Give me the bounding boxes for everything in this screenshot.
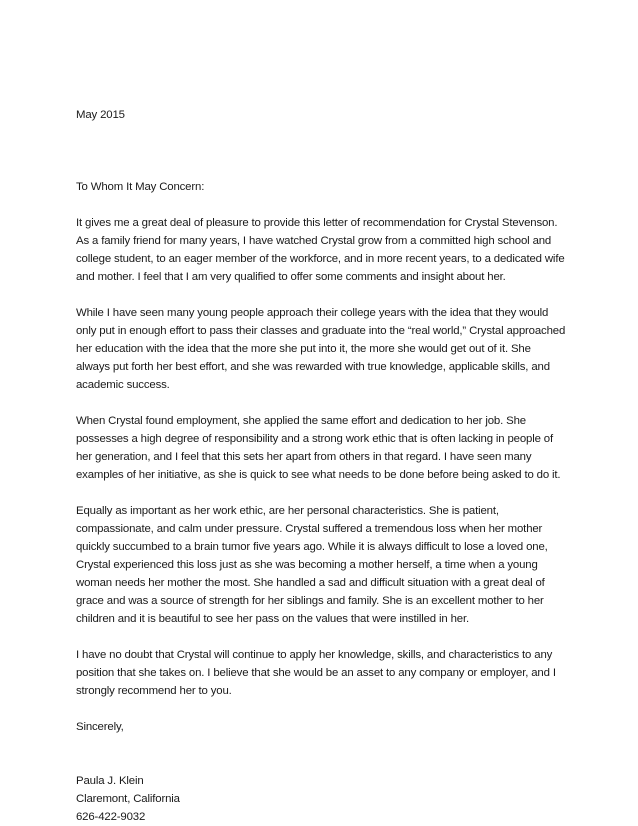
- signer-location: Claremont, California: [76, 793, 180, 805]
- recommendation-letter: [76, 106, 566, 826]
- signer-name: Paula J. Klein: [76, 775, 144, 787]
- letter-date: May 2015: [76, 109, 125, 121]
- letter-closing: Sincerely,: [76, 721, 124, 733]
- letter-salutation: To Whom It May Concern:: [76, 181, 205, 193]
- paragraph-introduction: It gives me a great deal of pleasure to provide this letter of recommendation for Crystal Stevenson. As a family friend for many years, I have watched Crystal grow from a committed high school and college student, to an eager member of the workforce, and in more recent years, to a dedicated wife and mother. I feel that I am very qualified to offer some comments and insight about her.: [76, 217, 565, 283]
- signer-phone: 626-422-9032: [76, 811, 146, 823]
- paragraph-education: While I have seen many young people approach their college years with the idea that they would only put in enough effort to pass their classes and graduate into the “real world,” Crystal approached her education with the idea that the more she put into it, the more she would get out of it. She always put forth her best effort, and she was rewarded with true knowledge, applicable skills, and academic success.: [76, 307, 566, 391]
- paragraph-employment: When Crystal found employment, she applied the same effort and dedication to her job. She possesses a high degree of responsibility and a strong work ethic that is often lacking in people of her generation, and I feel that this sets her apart from others in that regard. I have seen many examples of her initiative, as she is quick to see what needs to be done before being asked to do it.: [76, 415, 561, 481]
- paragraph-recommendation: I have no doubt that Crystal will continue to apply her knowledge, skills, and characteristics to any position that she takes on. I believe that she would be an asset to any company or employer, and I strongly recommend her to you.: [76, 649, 556, 697]
- paragraph-character: Equally as important as her work ethic, are her personal characteristics. She is patient, compassionate, and calm under pressure. Crystal suffered a tremendous loss when her mother quickly succumbed to a brain tumor five years ago. While it is always difficult to lose a loved one, Crystal experienced this loss just as she was becoming a mother herself, a time when a young woman needs her mother the most. She handled a sad and difficult situation with a great deal of grace and was a source of strength for her siblings and family. She is an excellent mother to her children and it is beautiful to see her pass on the values that were instilled in her.: [76, 505, 548, 625]
- signature-block: [76, 772, 566, 826]
